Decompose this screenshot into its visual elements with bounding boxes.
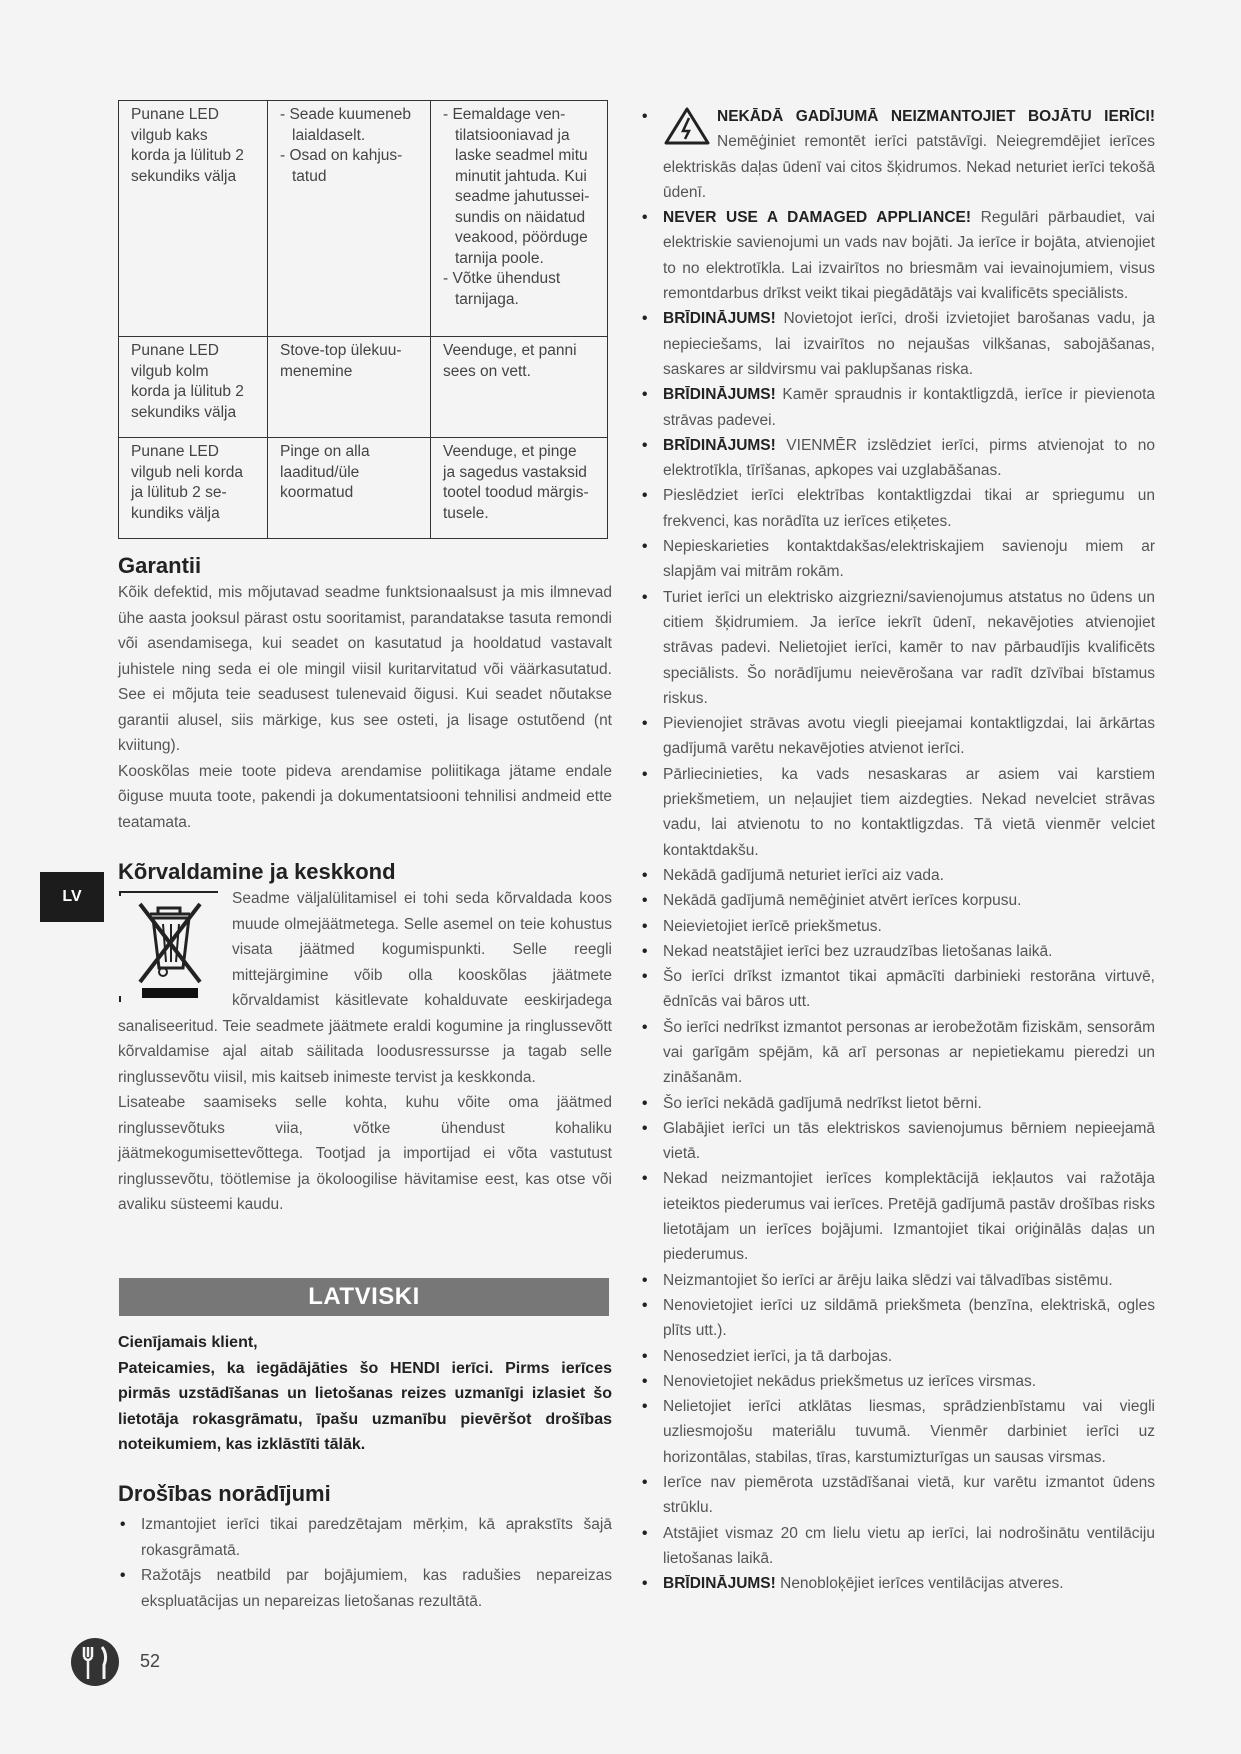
list-item xyxy=(640,1521,1155,1572)
item-text: Nepieskarieties kontaktdakšas/elektriskajiem savienoju miem ar slapjām vai mitrām rokām. xyxy=(663,538,1155,581)
table-row xyxy=(119,438,608,539)
item-bold: BRĪDINĀJUMS! xyxy=(663,386,776,404)
cell-text: - Seade kuumeneb xyxy=(280,106,411,123)
safety-heading: Drošības norādījumi xyxy=(118,1481,331,1506)
cell-text: Punane LED xyxy=(131,443,219,460)
warranty-heading: Garantii xyxy=(118,553,202,578)
language-banner: LATVISKI xyxy=(119,1278,609,1316)
cell-text: Veenduge, et pinge xyxy=(443,443,577,460)
list-item xyxy=(640,1091,1155,1116)
list-item xyxy=(640,382,1155,433)
table-cell xyxy=(431,438,608,539)
warning-text: Nemēģiniet remontēt ierīci patstāvīgi. Neiegremdējiet ierīces elektriskās daļas ūdenī vai citos šķidrumos. Nekad neturiet ierīci tekošā ūdenī. xyxy=(663,133,1155,201)
item-bold: BRĪDINĀJUMS! xyxy=(663,1575,776,1593)
cell-text: ja sagedus vastaksid xyxy=(443,463,587,481)
cell-text: sekundiks välja xyxy=(131,403,237,421)
item-text: Nekad neatstājiet ierīci bez uzraudzības lietošanas laikā. xyxy=(663,942,1053,960)
item-text: Nekādā gadījumā neturiet ierīci aiz vada. xyxy=(663,866,944,884)
cell-text: koormatud xyxy=(280,484,354,501)
list-item xyxy=(640,1268,1155,1293)
cell-text: korda ja lülitub 2 xyxy=(131,147,244,164)
item-text: Nenovietojiet nekādus priekšmetus uz ierīces virsmas. xyxy=(663,1372,1037,1390)
warranty-section xyxy=(118,552,612,835)
list-item xyxy=(640,205,1155,306)
safety-section xyxy=(118,1480,612,1614)
cell-text: - Eemaldage ven- xyxy=(443,106,566,123)
cell-text: laialdaselt. xyxy=(292,126,366,144)
cell-text: seadme jahutussei- xyxy=(455,188,590,205)
safety-list xyxy=(118,1512,612,1614)
disposal-paragraph: Lisateabe saamiseks selle kohta, kuhu võite oma jäätmed ringlussevõtuks viia, võtke ühendust kohaliku jäätmekogumisettevõttega. Tootjad ja importijad ei võta vastutust ringlussevõtu, töötlemise ja ökoloogilise hävitamise eest, kas otse või avaliku süsteemi kaudu. xyxy=(118,1094,612,1213)
cell-text: tootel toodud märgis- xyxy=(443,484,589,501)
cell-text: tilatsiooniavad ja xyxy=(455,126,570,144)
item-text: Šo ierīci nedrīkst izmantot personas ar ierobežotām fiziskām, sensorām vai garīgām spējām, kā arī personas ar nepietiekamu pieredzi un zināšanām. xyxy=(663,1018,1155,1087)
item-text: Šo ierīci drīkst izmantot tikai apmācīti darbinieki restorāna virtuvē, ēdnīcās vai bāros utt. xyxy=(663,968,1155,1011)
cell-text: vilgub kaks xyxy=(131,126,208,144)
list-item xyxy=(640,306,1155,382)
troubleshooting-table-wrap xyxy=(118,100,612,539)
cutlery-logo-icon xyxy=(70,1637,120,1687)
cell-text: tarnijaga. xyxy=(455,290,519,308)
item-text: Nenosedziet ierīci, ja tā darbojas. xyxy=(663,1347,893,1365)
table-cell xyxy=(268,438,431,539)
cell-text: menemine xyxy=(280,362,353,380)
disposal-heading: Kõrvaldamine ja keskkond xyxy=(118,859,396,884)
list-item xyxy=(640,1394,1155,1470)
list-item xyxy=(640,1116,1155,1167)
right-column xyxy=(640,100,1155,1597)
warning-triangle-icon xyxy=(663,106,711,146)
item-text: Pārliecinieties, ka vads nesaskaras ar asiem vai karstiem priekšmetiem, un neļaujiet tiem aizdegties. Nekad nevelciet strāvas vadu, lai atvienotu to no kontaktligzdas. Tā vietā vienmēr velciet kontaktdakšu. xyxy=(663,765,1155,859)
list-item xyxy=(640,1015,1155,1091)
list-item xyxy=(640,483,1155,534)
cell-text: laske seadmel mitu xyxy=(455,147,588,164)
table-cell xyxy=(431,101,608,337)
item-text: Neizmantojiet šo ierīci ar ārēju laika slēdzi vai tālvadības sistēmu. xyxy=(663,1271,1113,1289)
list-item xyxy=(640,888,1155,913)
item-text: Neievietojiet ierīcē priekšmetus. xyxy=(663,917,882,935)
list-item xyxy=(640,939,1155,964)
list-item xyxy=(640,762,1155,863)
item-bold: BRĪDINĀJUMS! xyxy=(663,436,776,454)
list-item xyxy=(640,534,1155,585)
item-text: Nenovietojiet ierīci uz sildāmā priekšmeta (benzīna, elektriskā, ogles plīts utt.). xyxy=(663,1296,1155,1340)
list-item xyxy=(640,1369,1155,1394)
greeting: Cienījamais klient, xyxy=(118,1334,258,1351)
item-bold: NEVER USE A DAMAGED APPLIANCE! xyxy=(663,209,972,227)
item-text: Regulāri pārbaudiet, vai elektriskie savienojumi un vads nav bojāti. Ja ierīce ir bojāta, atvienojiet to no elektrotīkla. Lai izvairītos no briesmām vai ievainojumiem, visus remontdarbus drīkst veikt tikai piegādātājs vai kvalificēts speciālists. xyxy=(663,209,1155,303)
list-item: • Izmantojiet ierīci tikai paredzētajam mērķim, kā aprakstīts šajā rokasgrāmatā. xyxy=(118,1512,612,1563)
list-item xyxy=(640,433,1155,484)
warranty-paragraph: Kõik defektid, mis mõjutavad seadme funktsionaalsust ja mis ilmnevad ühe aasta jooksul pärast ostu sooritamist, parandatakse tasuta remondi või asendamisega, kui seadet on kasutatud ja hooldatud vastavalt juhistele ning seda ei ole mingil viisil kuritarvitatud või väärkasutatud. See ei mõjuta teie seadusest tulenevaid õigusi. Kui seadet nõutakse garantii alusel, siis märkige, kus see osteti, ja lisage ostutõend (nt kviitung). xyxy=(118,584,612,754)
table-cell xyxy=(119,101,268,337)
list-item: • Ražotājs neatbild par bojājumiem, kas radušies nepareizas ekspluatācijas un nepareizas lietošanas rezultātā. xyxy=(118,1563,612,1614)
cell-text: tatud xyxy=(292,167,327,185)
list-item xyxy=(640,1571,1155,1596)
list-item xyxy=(640,711,1155,762)
item-text: Pieslēdziet ierīci elektrības kontaktligzdai tikai ar spriegumu un frekvenci, kas norādīta uz ierīces etiķetes. xyxy=(663,487,1155,530)
list-item xyxy=(640,914,1155,939)
disposal-paragraph: Seadme väljalülitamisel ei tohi seda kõrvaldada koos muude olmejäätmetega. Selle asemel on teie kohustus visata jäätmed kogumispunkti. Selle reegli mittejärgimine võib olla kooskõlas jäätmete kõrvaldamist käsitlevate kohalduvate eeskirjadega sanaliseeritud. Teie seadmete jäätmete eraldi kogumine ja ringlussevõtt kõrvaldamise ajal aitab säilitada loodusressursse ja tagab selle ringlussevõtu viisil, mis kaitseb inimeste tervist ja keskkonda. xyxy=(118,890,612,1086)
cell-text: sekundiks välja xyxy=(131,167,237,185)
cell-text: - Võtke ühendust xyxy=(443,270,561,287)
table-cell xyxy=(119,337,268,438)
table-cell xyxy=(268,337,431,438)
table-cell xyxy=(119,438,268,539)
item-bold: BRĪDINĀJUMS! xyxy=(663,310,776,328)
list-item xyxy=(640,964,1155,1015)
list-item xyxy=(640,1470,1155,1521)
cell-text: Punane LED xyxy=(131,106,219,123)
page-number: 52 xyxy=(140,1651,161,1671)
item-text: Atstājiet vismaz 20 cm lielu vietu ap ierīci, lai nodrošinātu ventilāciju lietošanas laikā. xyxy=(663,1524,1155,1567)
cell-text: vilgub kolm xyxy=(131,362,209,380)
safety-list-continued xyxy=(640,104,1155,1597)
item-text: Ierīce nav piemērota uzstādīšanai vietā, kur varētu izmantot ūdens strūklu. xyxy=(663,1474,1155,1517)
cell-text: korda ja lülitub 2 xyxy=(131,383,244,400)
cell-text: kundiks välja xyxy=(131,504,220,522)
cell-text: ja lülitub 2 se- xyxy=(131,484,227,501)
intro-text: Pateicamies, ka iegādājāties šo HENDI ierīci. Pirms ierīces pirmās uzstādīšanas un lietošanas reizes uzmanīgi izlasiet šo lietotāja rokasgrāmatu, īpašu uzmanību pievēršot drošības noteikumiem, kas izklāstīti tālāk. xyxy=(118,1359,612,1453)
cell-text: tusele. xyxy=(443,504,489,522)
item-text: Novietojot ierīci, droši izvietojiet barošanas vadu, ja nepieciešams, lai izvairītos no nejaušas vilkšanas, sabojāšanas, saskares ar sildvirsmu vai paklupšanas riska. xyxy=(663,310,1155,378)
item-text: Glabājiet ierīci un tās elektriskos savienojumus bērniem nepieejamā vietā. xyxy=(663,1119,1155,1163)
cell-text: Stove-top ülekuu- xyxy=(280,342,402,359)
item-text: Nekad neizmantojiet ierīces komplektācijā iekļautos vai ražotāja ieteiktos piederumus vai ierīces. Pretējā gadījumā pastāv drošības risks lietotājam un ierīces bojājumi. Izmantojiet tikai oriģinālās daļas un piederumus. xyxy=(663,1170,1155,1264)
item-text: Kamēr spraudnis ir kontaktligzdā, ierīce ir pievienota strāvas padevei. xyxy=(663,386,1155,429)
warning-bold-text: NEKĀDĀ GADĪJUMĀ NEIZMANTOJIET BOJĀTU IERĪCI! xyxy=(717,108,1155,125)
cell-text: Punane LED xyxy=(131,342,219,359)
cell-text: laaditud/üle xyxy=(280,463,360,481)
item-text: Šo ierīci nekādā gadījumā nedrīkst lietot bērni. xyxy=(663,1094,982,1112)
item-text: Nenobloķējiet ierīces ventilācijas atveres. xyxy=(775,1575,1064,1593)
list-item xyxy=(640,104,1155,205)
list-item xyxy=(640,1166,1155,1267)
cell-text: Pinge on alla xyxy=(280,443,370,460)
cell-text: - Osad on kahjus- xyxy=(280,147,403,164)
list-item xyxy=(640,863,1155,888)
cell-text: sundis on näidatud xyxy=(455,208,586,226)
item-text: Nelietojiet ierīci atklātas liesmas, sprādzienbīstamu vai viegli uzliesmojošu materiālu tuvumā. Vienmēr darbiniet ierīci uz horizontālas, stabilas, tīras, karstumizturīgas un sausas virsmas. xyxy=(663,1398,1155,1466)
disposal-section xyxy=(118,858,612,1218)
cell-text: tarnija poole. xyxy=(455,249,544,267)
item-text: Turiet ierīci un elektrisko aizgriezni/savienojumus atstatus no ūdens un citiem šķidrumiem. Ja ierīce iekrīt ūdenī, nekavējoties atvienojiet strāvas padevi. Nelietojiet ierīci, kamēr to nav pārbaudījis kvalificēts speciālists. Šo norādījumu neievērošana var radīt dzīvībai bīstamus riskus. xyxy=(663,588,1155,707)
table-cell xyxy=(268,101,431,337)
list-item xyxy=(640,1344,1155,1369)
cell-text: sees on vett. xyxy=(443,362,531,380)
table-row xyxy=(119,337,608,438)
weee-bin-icon xyxy=(118,890,222,1008)
list-item xyxy=(640,1293,1155,1344)
item-text: Nekādā gadījumā nemēģiniet atvērt ierīces korpusu. xyxy=(663,892,1022,910)
language-tab: LV xyxy=(40,872,104,922)
list-item xyxy=(640,585,1155,711)
cell-text: minutit jahtuda. Kui xyxy=(455,167,587,185)
warranty-paragraph: Kooskõlas meie toote pideva arendamise poliitikaga jätame endale õiguse muuta toote, pakendi ja dokumentatsiooni tehnilisi andmeid ette teatamata. xyxy=(118,762,612,831)
table-cell xyxy=(431,337,608,438)
troubleshooting-table xyxy=(118,100,608,539)
cell-text: vilgub neli korda xyxy=(131,463,244,481)
cell-text: veakood, pöörduge xyxy=(455,229,588,246)
item-text: VIENMĒR izslēdziet ierīci, pirms atvienojat to no elektrotīkla, tīrīšanas, apkopes vai uzglabāšanas. xyxy=(663,436,1155,480)
intro-block xyxy=(118,1330,612,1458)
cell-text: Veenduge, et panni xyxy=(443,342,577,359)
table-row xyxy=(119,101,608,337)
item-text: Pievienojiet strāvas avotu viegli pieejamai kontaktligzdai, lai ārkārtas gadījumā varētu nekavējoties atvienot ierīci. xyxy=(663,715,1155,758)
